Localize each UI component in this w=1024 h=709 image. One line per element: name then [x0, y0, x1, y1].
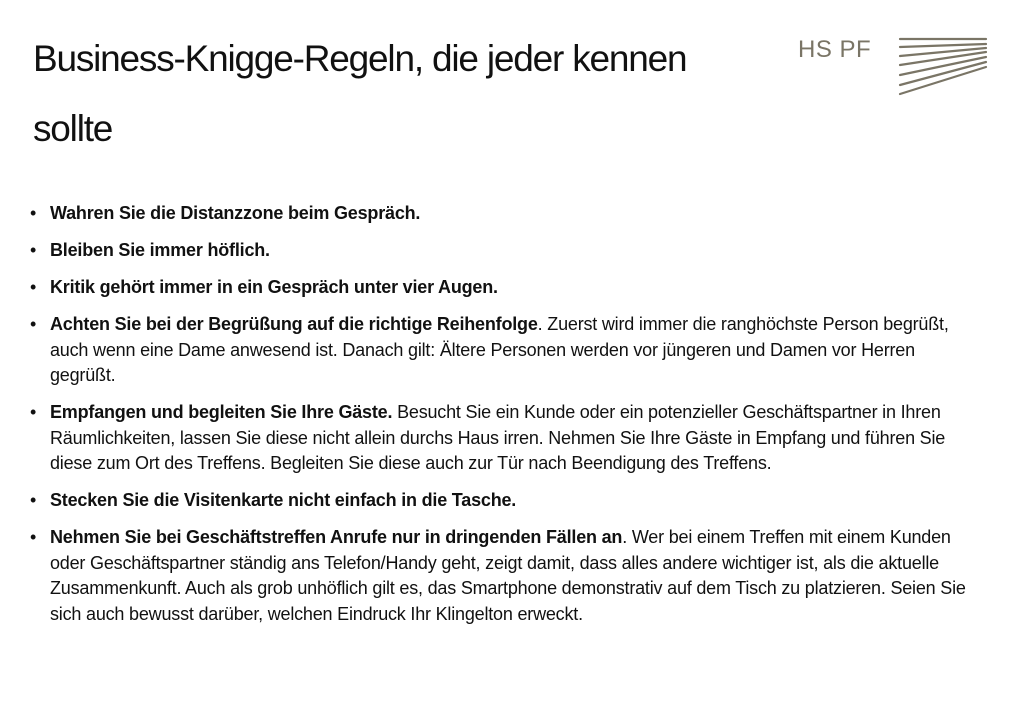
hs-pf-logo	[780, 30, 990, 100]
list-item	[30, 312, 980, 389]
bullet-body-text: . Zuerst wird immer die ranghöchste Person begrüßt, auch wenn eine Dame anwesend ist. Danach gilt: Ältere Personen werden vor jüngeren und Damen vor Herren gegrüßt.	[50, 314, 949, 385]
list-item	[30, 488, 980, 514]
logo-text: HS PF	[798, 36, 872, 63]
bullet-lead-text: Nehmen Sie bei Geschäftstreffen Anrufe nur in dringenden Fällen an	[50, 527, 623, 547]
rules-list	[30, 201, 980, 639]
bullet-lead-text: Empfangen und begleiten Sie Ihre Gäste.	[50, 402, 393, 422]
logo-lines-icon	[896, 34, 990, 96]
list-item	[30, 525, 980, 627]
bullet-body-text: . Wer bei einem Treffen mit einem Kunden oder Geschäftspartner ständig ans Telefon/Handy geht, zeigt damit, dass alles andere wichtiger ist, als die aktuelle Zusammenkunft. Auch als grob unhöflich gilt es, das Smartphone demonstrativ auf dem Tisch zu platzieren. Seien Sie sich auch bewusst darüber, welchen Eindruck Ihr Klingelton erweckt.	[50, 527, 966, 624]
list-item	[30, 400, 980, 477]
bullet-dot: •	[30, 203, 37, 223]
list-item	[30, 201, 980, 227]
list-item	[30, 275, 980, 301]
bullet-dot: •	[30, 314, 37, 334]
bullet-dot: •	[30, 402, 37, 422]
bullet-dot: •	[30, 240, 37, 260]
list-item	[30, 238, 980, 264]
bullet-lead-text: Stecken Sie die Visitenkarte nicht einfach in die Tasche.	[50, 490, 517, 510]
slide-title: Business-Knigge-Regeln, die jeder kennen sollte	[33, 38, 687, 149]
bullet-dot: •	[30, 277, 37, 297]
bullet-lead-text: Kritik gehört immer in ein Gespräch unter vier Augen.	[50, 277, 498, 297]
bullet-lead-text: Bleiben Sie immer höflich.	[50, 240, 270, 260]
bullet-lead-text: Wahren Sie die Distanzzone beim Gespräch.	[50, 203, 421, 223]
bullet-dot: •	[30, 527, 37, 547]
bullet-lead-text: Achten Sie bei der Begrüßung auf die richtige Reihenfolge	[50, 314, 538, 334]
bullet-body-text: Besucht Sie ein Kunde oder ein potenzieller Geschäftspartner in Ihren Räumlichkeiten, lassen Sie diese nicht allein durchs Haus irren. Nehmen Sie Ihre Gäste in Empfang und führen Sie diese zum Ort des Treffens. Begleiten Sie diese auch zur Tür nach Beendigung des Treffens.	[50, 402, 946, 473]
bullet-dot: •	[30, 490, 37, 510]
